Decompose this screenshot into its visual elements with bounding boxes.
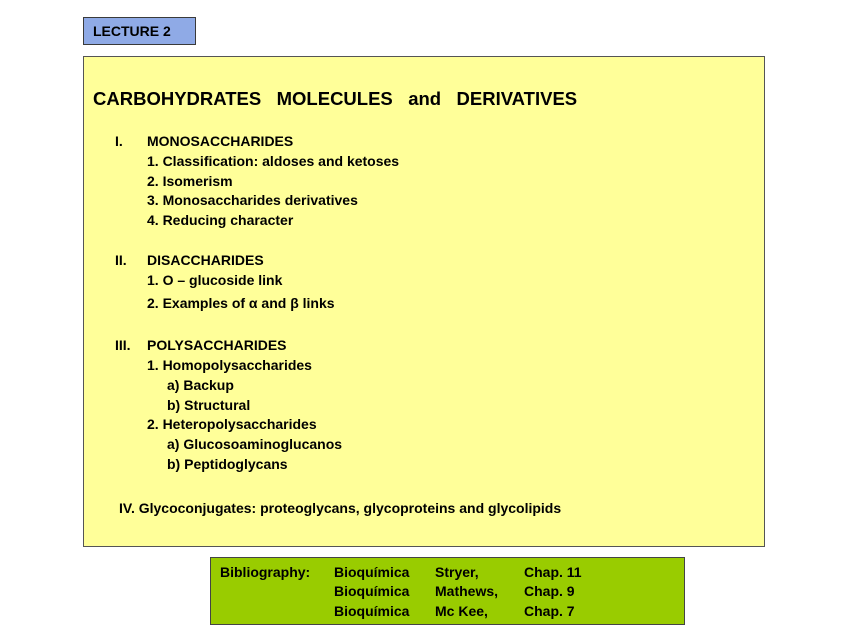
bibliography-entry — [211, 564, 684, 583]
bibliography-author: Mc Kee, — [435, 603, 488, 619]
section-heading: DISACCHARIDES — [147, 252, 264, 268]
glycoconjugates-item: IV. Glycoconjugates: proteoglycans, glycoproteins and glycolipids — [119, 500, 562, 516]
outline-title: CARBOHYDRATES MOLECULES and DERIVATIVES — [93, 88, 578, 109]
lecture-badge: LECTURE 2 — [83, 17, 196, 45]
outline-item: 2. Examples of α and β links — [147, 295, 335, 311]
outline-subitem: b) Structural — [167, 397, 251, 413]
outline-subitem: b) Peptidoglycans — [167, 456, 288, 472]
bibliography-book: Bioquímica — [334, 564, 410, 580]
section-heading: POLYSACCHARIDES — [147, 337, 287, 353]
outline-subitem: a) Glucosoaminoglucanos — [167, 436, 343, 452]
outline-item: 4. Reducing character — [147, 212, 294, 228]
bibliography-box — [210, 557, 685, 625]
outline-item: 2. Isomerism — [147, 173, 233, 189]
outline-item: 1. Homopolysaccharides — [147, 357, 312, 373]
outline-item: 3. Monosaccharides derivatives — [147, 192, 358, 208]
bibliography-book: Bioquímica — [334, 603, 410, 619]
section-heading: MONOSACCHARIDES — [147, 133, 294, 149]
bibliography-chapter: Chap. 7 — [524, 603, 575, 619]
bibliography-book: Bioquímica — [334, 583, 410, 599]
outline-subitem: a) Backup — [167, 377, 234, 393]
bibliography-author: Mathews, — [435, 583, 499, 599]
outline-box — [83, 56, 765, 547]
outline-item: 1. Classification: aldoses and ketoses — [147, 153, 400, 169]
bibliography-label: Bibliography: — [220, 564, 311, 580]
section-numeral: II. — [115, 252, 127, 268]
bibliography-author: Stryer, — [435, 564, 479, 580]
bibliography-entry — [211, 603, 684, 622]
bibliography-chapter: Chap. 11 — [524, 564, 582, 580]
bibliography-chapter: Chap. 9 — [524, 583, 575, 599]
section-numeral: III. — [115, 337, 131, 353]
outline-item: 2. Heteropolysaccharides — [147, 416, 317, 432]
outline-item: 1. O – glucoside link — [147, 272, 283, 288]
bibliography-entry — [211, 583, 684, 602]
section-numeral: I. — [115, 133, 123, 149]
